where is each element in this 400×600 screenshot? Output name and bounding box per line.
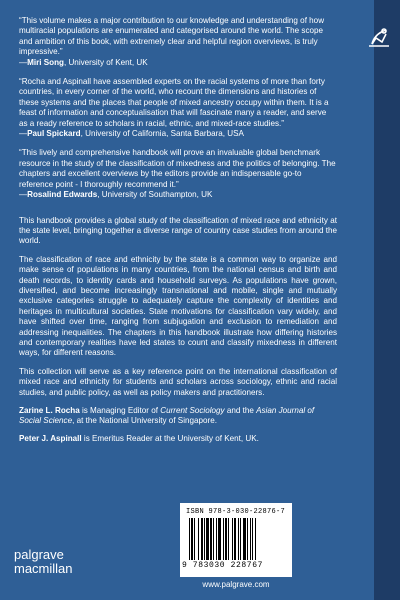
spine-bar — [374, 0, 400, 600]
body-paragraph: The classification of race and ethnicity by the state is a common way to organize and make sense of populations in many countries, from the national census and birth and death records, to identity cards and household surveys. As populations have grown, diversified, and become increasingly transnational and mobile, single and mutually exclusive categories struggle to adequately capture the complexity of identities and heritages in multicultural societies. State motivations for classification vary widely, and have shifted over time, ranging from subjugation and exclusion to remediation and addressing inequalities. The chapters in this handbook illustrate how differing histories and contemporary realities have led states to count and classify mixedness in different ways, for different reasons. — [19, 254, 337, 358]
barcode-bar — [198, 518, 199, 560]
barcode-bar — [247, 518, 248, 560]
barcode-bar — [225, 518, 227, 560]
quote-2 — [19, 77, 337, 139]
barcode-bar — [201, 518, 203, 560]
quote-text: “This volume makes a major contribution to our knowledge and understanding of how multiracial populations are enumerated and categorised around the world. The scope and ambition of this book, with extremely clear and helpful region overviews, is truly impressive.” — [19, 16, 325, 57]
barcode-bar — [213, 518, 214, 560]
barcode-bar — [216, 518, 217, 560]
barcode-bar — [204, 518, 205, 560]
quote-affiliation: , University of Kent, UK — [63, 57, 148, 67]
barcode-bar — [218, 518, 221, 560]
quote-attribution: —Rosalind Edwards, University of Southampton, UK — [19, 190, 213, 200]
editor-bio-aspinall: Peter J. Aspinall is Emeritus Reader at the University of Kent, UK. — [19, 433, 259, 443]
quote-affiliation: , University of Southampton, UK — [97, 190, 213, 200]
barcode-bar — [234, 518, 236, 560]
editor-name: Peter J. Aspinall — [19, 433, 82, 443]
barcode-bar — [252, 518, 253, 560]
quote-affiliation: , University of California, Santa Barbara, USA — [80, 129, 244, 139]
quote-text: “Rocha and Aspinall have assembled experts on the racial systems of more than forty countries, in every corner of the world, who recount the dimensions and histories of these systems and the places that people of mixed ancestry occupy within them. It is a feast of information and conceptualisation that will fascinate many a reader, and serve as a ready reference to scholars in racial, ethnic, and mixed-race studies.” — [19, 77, 329, 128]
quote-3 — [19, 148, 337, 200]
publisher-line-2: macmillan — [14, 561, 73, 576]
quote-text: “This lively and comprehensive handbook will prove an invaluable global benchmark resource in the study of the classification of mixedness and the politics of belonging. The chapters and excellent overviews by the editors provide an indispensable go-to reference point - I thoroughly recommend it.” — [19, 148, 336, 189]
barcode-icon — [189, 518, 283, 560]
springer-horse-logo-icon — [364, 22, 394, 52]
quote-author: Paul Spickard — [27, 129, 81, 139]
body-paragraph: This collection will serve as a key reference point on the international classification of mixed race and ethnicity for students and scholars across sociology, ethnic and racial studies, and public policy, as well as policy makers and practitioners. — [19, 366, 337, 397]
barcode-number: 9 783030 228767 — [182, 561, 264, 570]
publisher-logo — [14, 548, 84, 576]
publisher-line-1: palgrave — [14, 547, 64, 562]
editor-bio-rocha: Zarine L. Rocha is Managing Editor of Current Sociology and the Asian Journal of Social Science, at the National University of Singapore. — [19, 406, 315, 426]
quote-attribution: —Paul Spickard, University of California, Santa Barbara, USA — [19, 129, 244, 139]
quote-author: Rosalind Edwards — [27, 190, 98, 200]
editor-name: Zarine L. Rocha — [19, 406, 80, 415]
barcode-bar — [228, 518, 229, 560]
barcode-bar — [238, 518, 239, 560]
barcode-bar — [210, 518, 212, 560]
barcode-bar — [206, 518, 209, 560]
barcode-bar — [191, 518, 193, 560]
text-column — [19, 16, 337, 451]
barcode-bar — [240, 518, 241, 560]
barcode-bar — [250, 518, 251, 560]
body-paragraph: This handbook provides a global study of the classification of mixed race and ethnicity at the state level, bringing together a diverse range of country case studies from around the world. — [19, 215, 337, 246]
barcode-bar — [243, 518, 246, 560]
barcode-box — [180, 503, 292, 577]
barcode-bar — [223, 518, 224, 560]
publisher-url: www.palgrave.com — [202, 580, 270, 589]
quote-attribution: —Miri Song, University of Kent, UK — [19, 57, 148, 67]
barcode-bar — [232, 518, 233, 560]
barcode-bar — [255, 518, 256, 560]
isbn-label: ISBN 978-3-030-22876-7 — [186, 508, 286, 516]
barcode-bar — [194, 518, 195, 560]
barcode-bar — [189, 518, 190, 560]
quote-1 — [19, 16, 337, 68]
quote-author: Miri Song — [27, 57, 64, 67]
